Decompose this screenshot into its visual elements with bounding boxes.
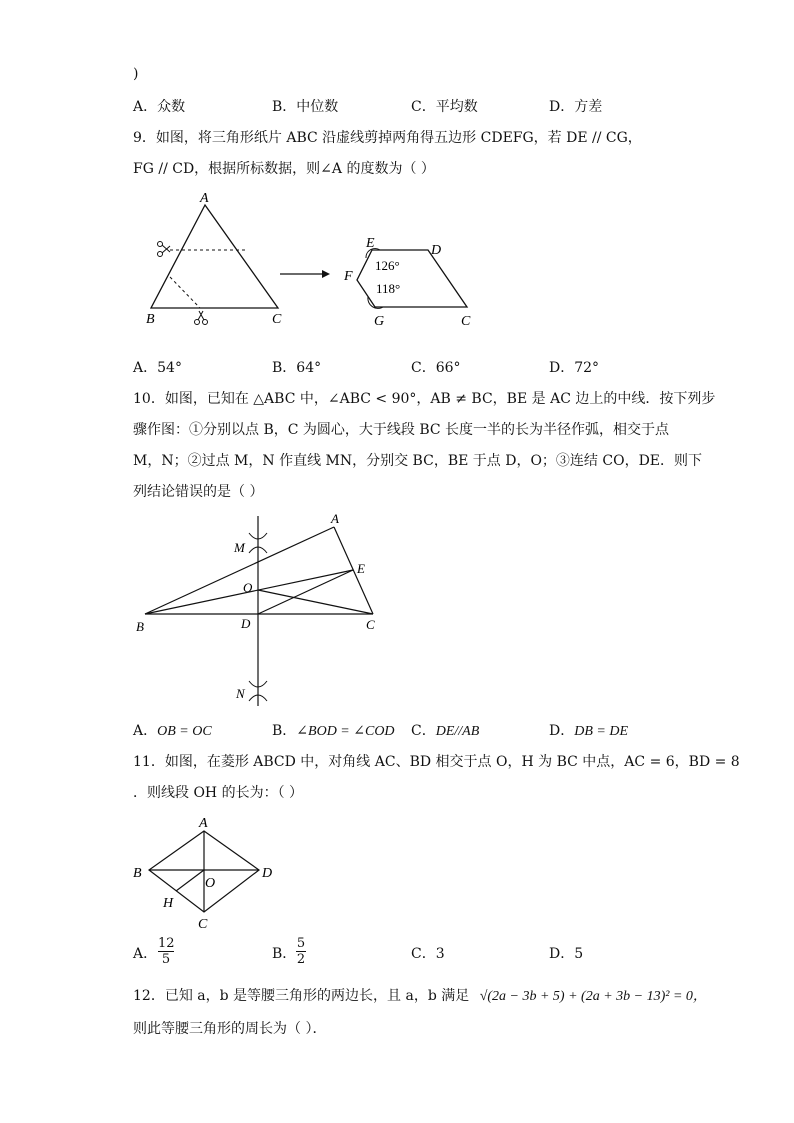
option-label: C． [411, 99, 436, 115]
option-text: DB = DE [574, 724, 629, 739]
option-label: B． [272, 360, 297, 376]
fraction-numerator: 5 [296, 936, 306, 951]
segment-oh [176, 870, 204, 891]
option-label: D． [549, 946, 575, 962]
option-text: 3 [435, 946, 445, 962]
label-n: N [236, 686, 245, 701]
q11-option-b-fraction [296, 936, 306, 967]
label-b: B [146, 312, 155, 327]
q10-text-line1: 10．如图，已知在 △ABC 中，∠ABC < 90°，AB ≠ BC，BE 是 AC 边上的中线．按下列步 [133, 391, 716, 407]
label-b: B [136, 619, 144, 634]
option-text: DE//AB [435, 724, 480, 739]
option-text: 5 [574, 946, 584, 962]
option-label: C． [411, 360, 436, 376]
label-f: F [344, 269, 353, 284]
q10-text-line4: 列结论错误的是（ ） [133, 484, 264, 500]
q11-option-c [411, 944, 445, 964]
q10-text-line2: 骤作图：①分别以点 B，C 为圆心，大于线段 BC 长度一半的长为半径作弧，相交于点 [133, 422, 670, 438]
label-e: E [357, 561, 365, 576]
q12-text-pre: 12．已知 a，b 是等腰三角形的两边长，且 a，b 满足 [133, 988, 470, 1004]
label-o: O [243, 580, 253, 595]
fraction-denominator: 2 [296, 952, 306, 967]
fraction-denominator: 5 [158, 951, 174, 967]
option-label: D． [549, 723, 575, 739]
q11-option-a-fraction [158, 936, 174, 967]
q8-tail: ) [133, 66, 139, 82]
q12-text-line1 [133, 986, 707, 1007]
q11-option-d [549, 944, 583, 964]
label-b: B [133, 866, 142, 881]
q12-equation: √(2a − 3b + 5) + (2a + 3b − 13)² = 0， [479, 989, 707, 1004]
label-d: D [262, 866, 273, 881]
label-h: H [163, 896, 174, 911]
label-c: C [198, 917, 208, 932]
q11-option-a-label: A． [133, 946, 158, 962]
angle-118: 118° [376, 281, 401, 296]
label-m: M [234, 540, 245, 555]
q9-text-line1: 9．如图，将三角形纸片 ABC 沿虚线剪掉两角得五边形 CDEFG，若 DE // CG， [133, 130, 642, 146]
option-label: B． [272, 99, 297, 115]
option-text: 54° [157, 360, 182, 376]
option-label: D． [549, 360, 575, 376]
q9-text-line2: FG // CD，根据所标数据，则∠A 的度数为（ ） [133, 161, 435, 177]
label-c: C [366, 617, 375, 632]
option-label: A． [133, 99, 158, 115]
option-text: 中位数 [296, 99, 339, 115]
label-d: D [241, 616, 251, 631]
fraction-numerator: 12 [158, 936, 175, 951]
label-a: A [199, 816, 208, 831]
q12-text-line2: 则此等腰三角形的周长为（ ）． [133, 1021, 327, 1037]
label-d: D [431, 243, 442, 258]
q11-text-line1: 11．如图，在菱形 ABCD 中，对角线 AC、BD 相交于点 O，H 为 BC 中点，AC = 6，BD = 8 [133, 754, 740, 770]
option-text: 66° [435, 360, 461, 376]
option-text: 72° [574, 360, 600, 376]
option-label: C． [411, 723, 436, 739]
label-a: A [331, 511, 339, 526]
label-g: G [374, 314, 385, 329]
label-c: C [272, 312, 282, 327]
option-text: 平均数 [435, 99, 478, 115]
option-label: A． [133, 723, 158, 739]
label-e: E [366, 236, 375, 251]
option-text: OB = OC [157, 724, 212, 739]
option-text: 64° [296, 360, 322, 376]
q11-text-line2: ．则线段 OH 的长为：（ ） [133, 785, 304, 801]
label-c2: C [461, 314, 471, 329]
q10-text-line3: M，N；②过点 M，N 作直线 MN，分别交 BC，BE 于点 D，O；③连结 CO，DE．则下 [133, 453, 703, 469]
option-label: B． [272, 723, 297, 739]
q11-option-b-label: B． [272, 946, 297, 962]
angle-126: 126° [375, 258, 400, 273]
label-a: A [200, 191, 209, 206]
option-label: D． [549, 99, 575, 115]
option-text: ∠BOD = ∠COD [296, 724, 395, 739]
option-label: A． [133, 360, 158, 376]
option-text: 方差 [574, 99, 603, 115]
option-text: 众数 [157, 99, 186, 115]
label-o: O [205, 876, 216, 891]
option-label: C． [411, 946, 436, 962]
